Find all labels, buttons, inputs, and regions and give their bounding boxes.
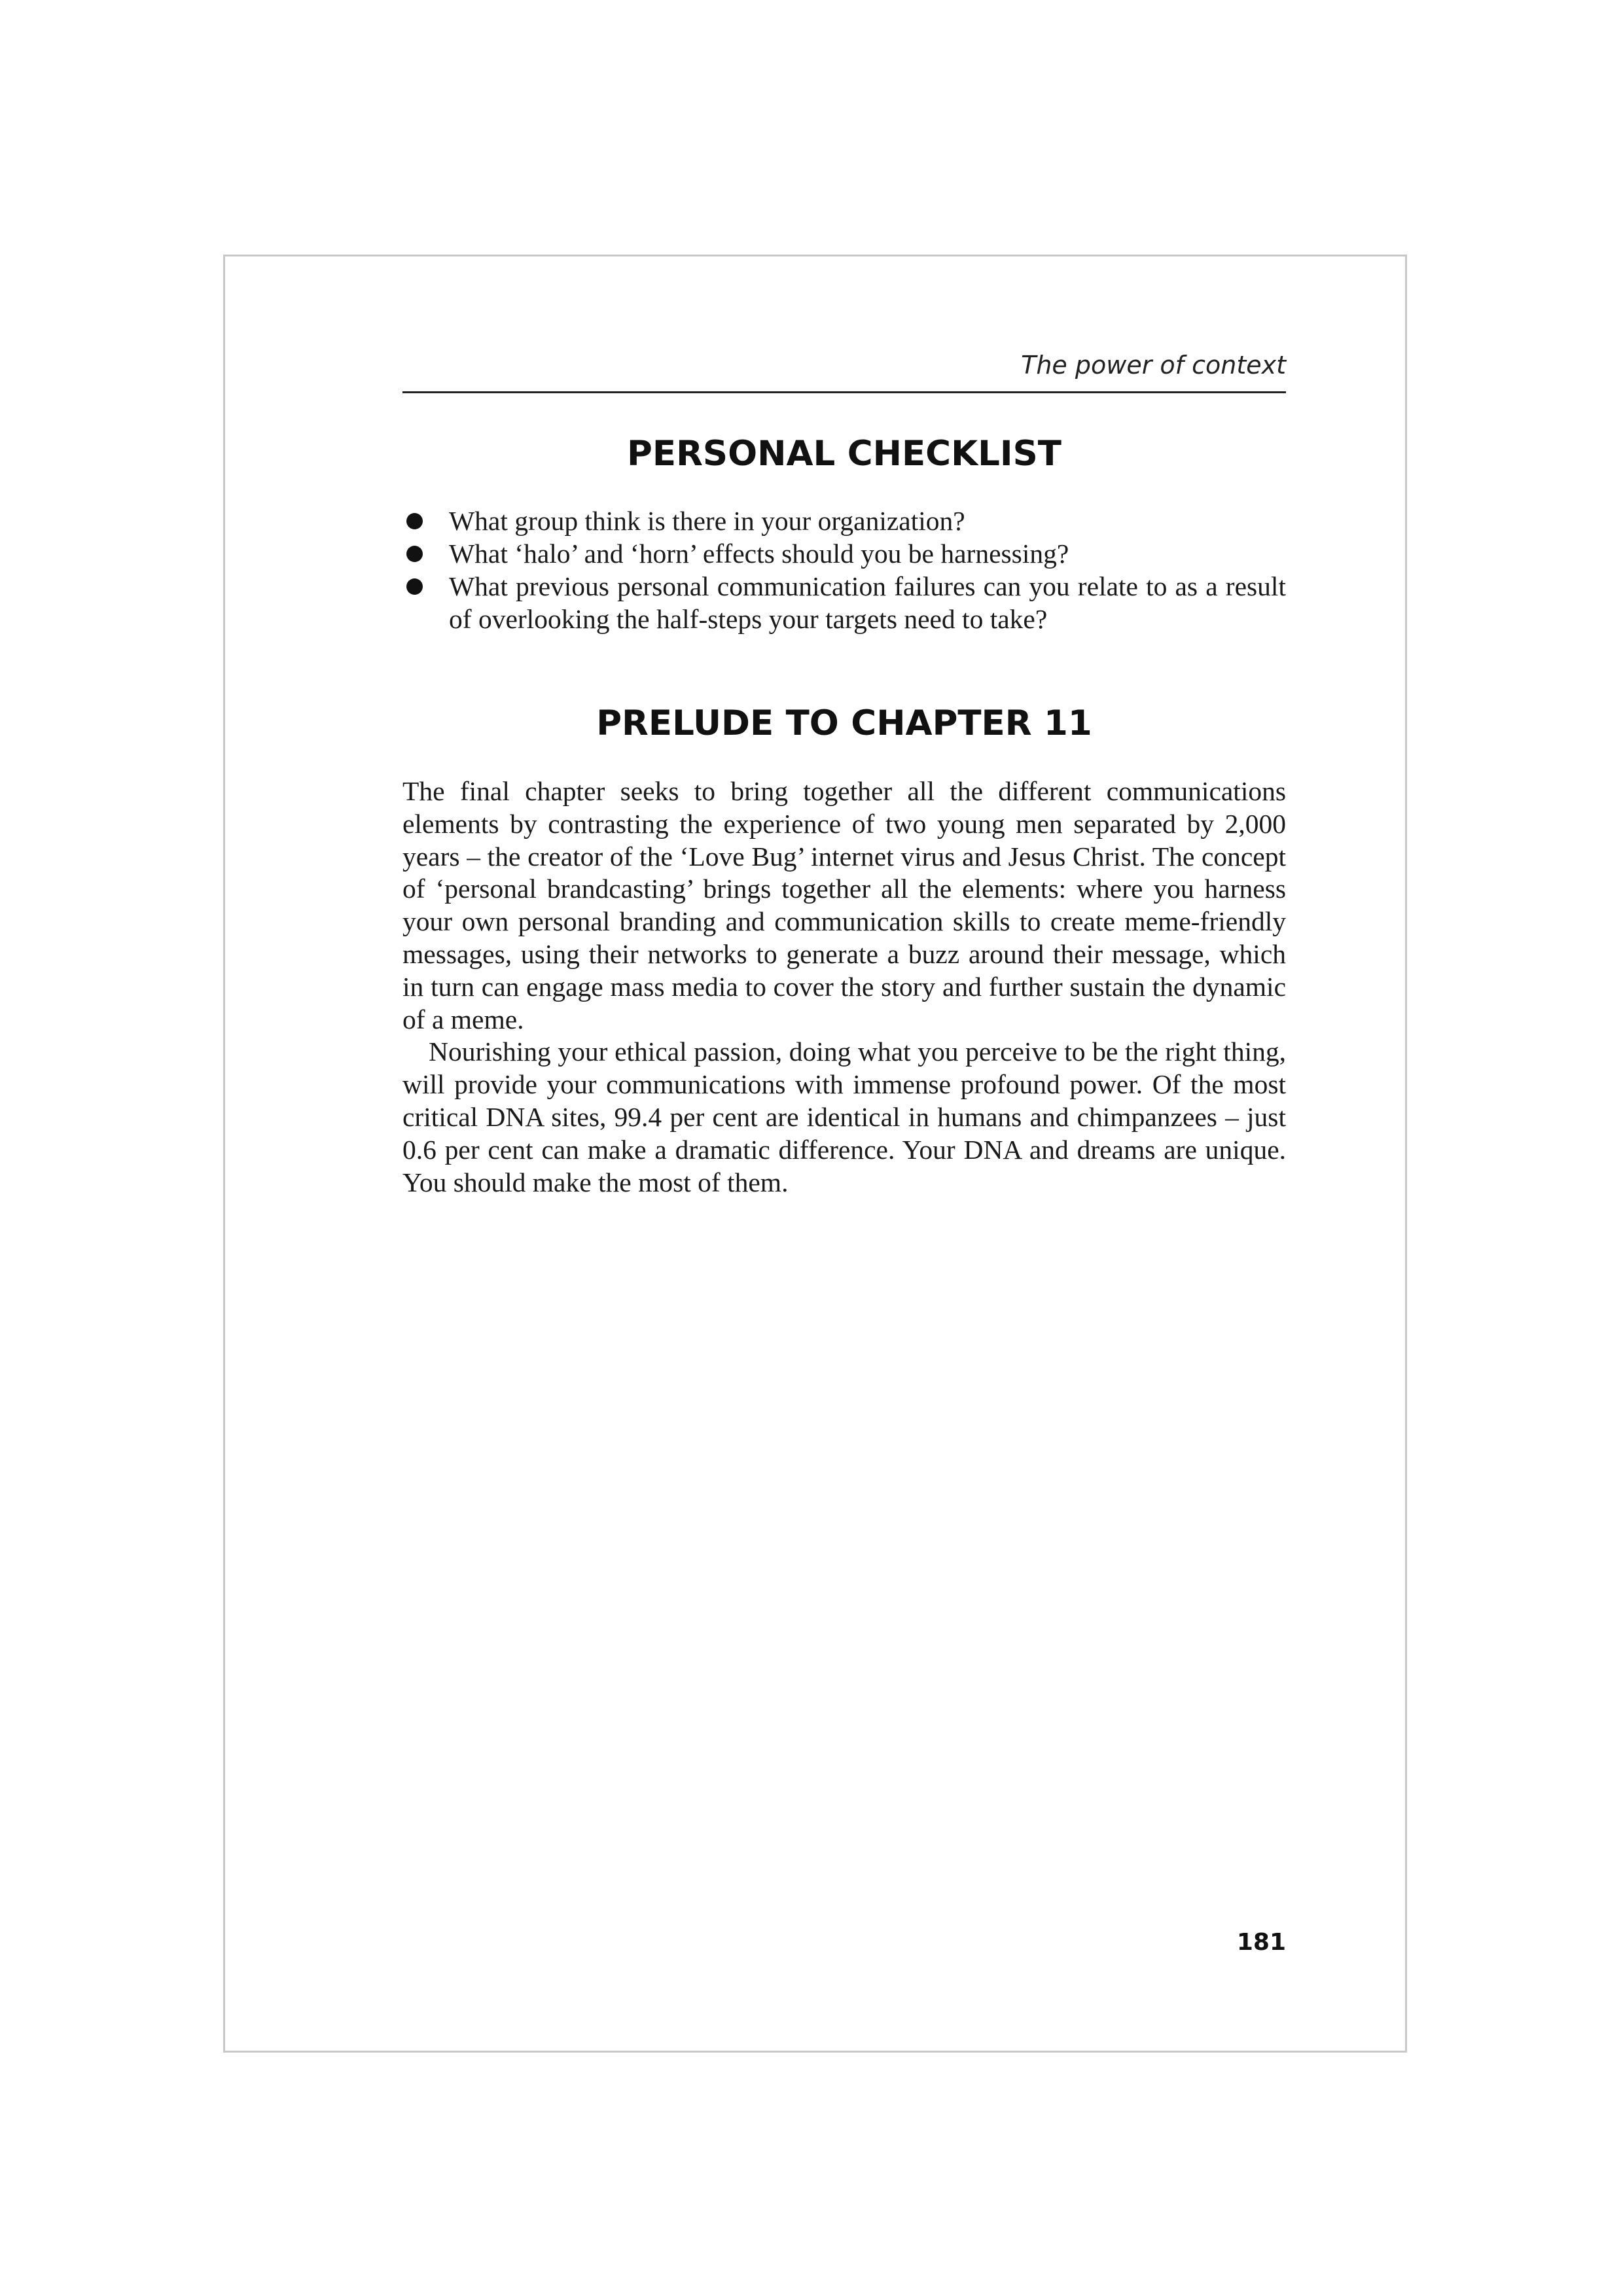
bullet-icon [406,578,423,595]
bullet-icon [406,546,423,562]
checklist [402,504,1286,635]
checklist-item-text: What previous personal communication failures can you relate to as a result of overlooking the half-steps your targets need to take? [449,571,1286,634]
prelude-paragraph: Nourishing your ethical passion, doing what you perceive to be the right thing, will provide your communications with immense profound power. Of the most critical DNA sites, 99.4 per cent are identical in humans and chimpanzees – just 0.6 per cent can make a dramatic difference. Your DNA and dreams are unique. You should make the most of them. [402,1036,1286,1197]
page-number: 181 [1236,1929,1286,1956]
checklist-item-text: What ‘halo’ and ‘horn’ effects should you be harnessing? [449,539,1069,569]
checklist-item [402,537,1286,570]
page-content [402,347,1286,1199]
checklist-item-text: What group think is there in your organization? [449,506,965,536]
prelude-paragraph: The final chapter seeks to bring together all the different communications elements by contrasting the experience of two young men separated by 2,000 years – the creator of the ‘Love Bug’ internet virus and Jesus Christ. The concept of ‘personal brandcasting’ brings together all the elements: where you harness your own personal branding and communication skills to create meme-friendly messages, using their networks to generate a buzz around their message, which in turn can engage mass media to cover the story and further sustain the dynamic of a meme. [402,776,1286,1034]
checklist-item [402,504,1286,537]
header-rule [402,391,1286,393]
checklist-item [402,570,1286,635]
checklist-heading: PERSONAL CHECKLIST [627,434,1061,474]
bullet-icon [406,513,423,529]
running-head: The power of context [1021,351,1286,380]
prelude-heading: PRELUDE TO CHAPTER 11 [596,703,1092,743]
